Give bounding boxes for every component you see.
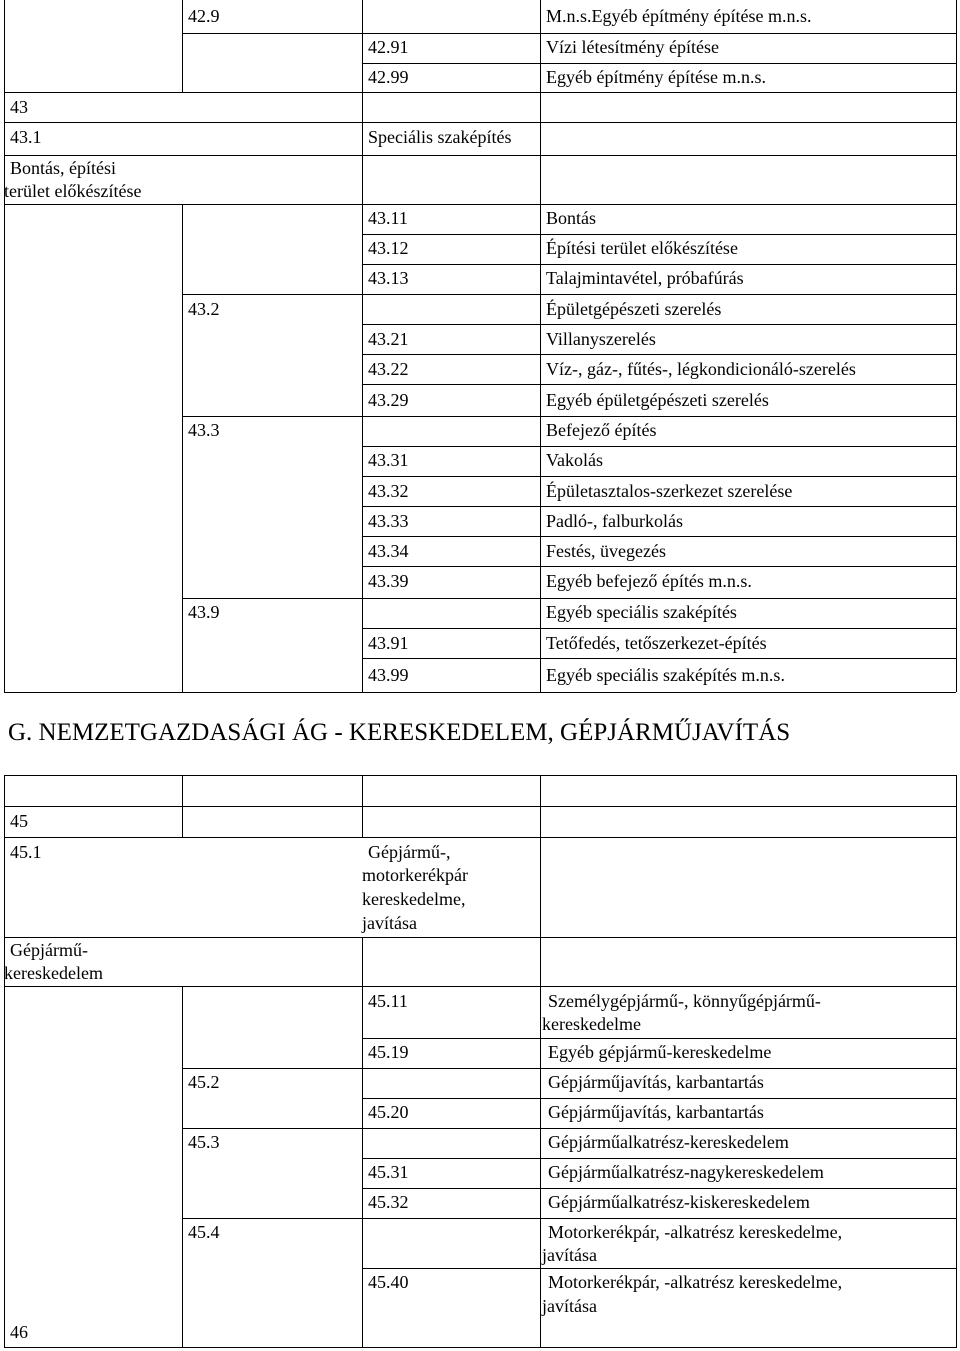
title-cell: Talajmintavétel, próbafúrás bbox=[546, 268, 744, 288]
title-cell: Villanyszerelés bbox=[546, 329, 656, 349]
title-cell: Vízi létesítmény építése bbox=[546, 37, 719, 57]
table-1-border-col2 bbox=[362, 0, 363, 692]
code-cell: 43.13 bbox=[368, 268, 409, 288]
title-cell: Speciális szaképítés bbox=[368, 127, 512, 147]
code-cell: 42.9 bbox=[188, 6, 220, 26]
code-cell: 43.91 bbox=[368, 633, 409, 653]
code-cell: 43.22 bbox=[368, 359, 409, 379]
code-cell: 43.11 bbox=[368, 208, 408, 228]
code-cell: 43.9 bbox=[188, 602, 220, 622]
title-cell: Gépjármű- bbox=[10, 940, 88, 960]
table-1-row-line bbox=[362, 476, 956, 477]
table-2-border-col2 bbox=[362, 937, 363, 1348]
code-cell: 43.2 bbox=[188, 299, 220, 319]
title-cell: Bontás bbox=[546, 208, 597, 228]
title-cell: terület előkészítése bbox=[4, 181, 142, 201]
table-1-row-line bbox=[182, 294, 956, 295]
table-2-row-line bbox=[4, 806, 956, 807]
title-cell: Egyéb gépjármű-kereskedelme bbox=[548, 1042, 772, 1062]
title-cell: Befejező építés bbox=[546, 420, 657, 440]
table-1-row-line bbox=[362, 234, 956, 235]
code-cell: 42.99 bbox=[368, 67, 409, 87]
title-cell: Egyéb speciális szaképítés m.n.s. bbox=[546, 665, 785, 685]
title-cell: Padló-, falburkolás bbox=[546, 511, 683, 531]
table-2-border-col3 bbox=[540, 775, 541, 1348]
title-cell: javítása bbox=[542, 1296, 597, 1316]
code-cell: 45.1 bbox=[10, 842, 42, 862]
title-cell: Bontás, építési bbox=[10, 158, 116, 178]
table-1-row-line bbox=[362, 384, 956, 385]
code-cell: 43.31 bbox=[368, 450, 409, 470]
table-2-row-line bbox=[4, 986, 956, 987]
table-1-bottom-line bbox=[4, 692, 956, 693]
title-cell: Épületasztalos-szerkezet szerelése bbox=[546, 481, 793, 501]
title-cell: Gépjármű-, bbox=[368, 842, 451, 862]
table-2-border-left bbox=[4, 775, 5, 1348]
table-1-row-line bbox=[4, 155, 956, 156]
table-2-row-line bbox=[4, 937, 956, 938]
title-cell: Személygépjármű-, könnyűgépjármű- bbox=[548, 991, 821, 1011]
code-cell: 45.32 bbox=[368, 1192, 409, 1212]
table-1-row-line bbox=[362, 628, 956, 629]
title-cell: javítása bbox=[362, 913, 417, 933]
code-cell: 45.4 bbox=[188, 1222, 220, 1242]
code-cell: 43.12 bbox=[368, 238, 409, 258]
code-cell: 43.39 bbox=[368, 571, 409, 591]
code-cell: 43.1 bbox=[10, 127, 42, 147]
table-1-row-line bbox=[182, 33, 956, 34]
table-2-row-line bbox=[362, 1158, 956, 1159]
code-cell: 45.31 bbox=[368, 1162, 409, 1182]
code-cell: 43.34 bbox=[368, 541, 409, 561]
table-2-row-line bbox=[362, 1038, 956, 1039]
title-cell: kereskedelme, bbox=[362, 889, 466, 909]
table-1-row-line bbox=[362, 354, 956, 355]
code-cell: 45.20 bbox=[368, 1102, 409, 1122]
title-cell: kereskedelem bbox=[4, 963, 103, 983]
title-cell: M.n.s.Egyéb építmény építése m.n.s. bbox=[546, 6, 812, 26]
title-cell: Vakolás bbox=[546, 450, 603, 470]
code-cell: 43.3 bbox=[188, 420, 220, 440]
table-1-row-line bbox=[362, 324, 956, 325]
table-2-border-col1 bbox=[182, 986, 183, 1348]
table-1-border-col1 bbox=[182, 0, 183, 92]
code-cell: 45.3 bbox=[188, 1132, 220, 1152]
table-2-row-line bbox=[182, 1068, 956, 1069]
title-cell: kereskedelme bbox=[542, 1014, 641, 1034]
code-cell: 46 bbox=[10, 1322, 28, 1342]
code-cell: 43 bbox=[10, 97, 28, 117]
code-cell: 43.32 bbox=[368, 481, 409, 501]
table-1-row-line bbox=[4, 92, 956, 93]
title-cell: Tetőfedés, tetőszerkezet-építés bbox=[546, 633, 767, 653]
title-cell: javítása bbox=[542, 1245, 597, 1265]
title-cell: Gépjárműjavítás, karbantartás bbox=[548, 1072, 764, 1092]
title-cell: Gépjárműalkatrész-kereskedelem bbox=[548, 1132, 789, 1152]
title-cell: Egyéb speciális szaképítés bbox=[546, 602, 737, 622]
table-1-row-line bbox=[4, 204, 956, 205]
code-cell: 43.99 bbox=[368, 665, 409, 685]
table-1-row-line bbox=[362, 63, 956, 64]
title-cell: Épületgépészeti szerelés bbox=[546, 299, 722, 319]
table-1-row-line bbox=[362, 264, 956, 265]
table-2-row-line bbox=[4, 837, 956, 838]
table-2-row-line bbox=[362, 1188, 956, 1189]
title-cell: motorkerékpár bbox=[362, 865, 468, 885]
title-cell: Gépjárműalkatrész-nagykereskedelem bbox=[548, 1162, 824, 1182]
code-cell: 42.91 bbox=[368, 37, 409, 57]
table-2-row-line bbox=[362, 1268, 956, 1269]
table-2-border-right bbox=[956, 775, 957, 1348]
table-1-border-col3 bbox=[540, 0, 541, 692]
table-1-row-line bbox=[4, 122, 956, 123]
table-2-top-line bbox=[4, 775, 956, 776]
title-cell: Festés, üvegezés bbox=[546, 541, 666, 561]
table-1-row-line bbox=[362, 566, 956, 567]
code-cell: 43.29 bbox=[368, 390, 409, 410]
code-cell: 45.40 bbox=[368, 1272, 409, 1292]
table-1-row-line bbox=[182, 416, 956, 417]
table-1-row-line bbox=[362, 506, 956, 507]
table-1-row-line bbox=[182, 598, 956, 599]
table-1-border-right bbox=[956, 0, 957, 692]
title-cell: Egyéb építmény építése m.n.s. bbox=[546, 67, 766, 87]
code-cell: 45.2 bbox=[188, 1072, 220, 1092]
title-cell: Egyéb befejező építés m.n.s. bbox=[546, 571, 752, 591]
title-cell: Motorkerékpár, -alkatrész kereskedelme, bbox=[548, 1272, 843, 1292]
code-cell: 45 bbox=[10, 811, 28, 831]
table-2-row-line bbox=[362, 1098, 956, 1099]
table-1-row-line bbox=[362, 536, 956, 537]
table-1-border-left bbox=[4, 0, 5, 692]
title-cell: Motorkerékpár, -alkatrész kereskedelme, bbox=[548, 1222, 843, 1242]
code-cell: 43.21 bbox=[368, 329, 409, 349]
table-2-row-line bbox=[182, 1128, 956, 1129]
code-cell: 43.33 bbox=[368, 511, 409, 531]
table-1-border-col1 bbox=[182, 204, 183, 692]
title-cell: Építési terület előkészítése bbox=[546, 238, 738, 258]
code-cell: 45.11 bbox=[368, 991, 408, 1011]
title-cell: Egyéb épületgépészeti szerelés bbox=[546, 390, 769, 410]
table-1-row-line bbox=[362, 446, 956, 447]
title-cell: Víz-, gáz-, fűtés-, légkondicionáló-szerelés bbox=[546, 359, 856, 379]
title-cell: Gépjárműjavítás, karbantartás bbox=[548, 1102, 764, 1122]
table-2-bottom-line bbox=[4, 1347, 956, 1348]
table-2-row-line bbox=[182, 1218, 956, 1219]
title-cell: Gépjárműalkatrész-kiskereskedelem bbox=[548, 1192, 810, 1212]
code-cell: 45.19 bbox=[368, 1042, 409, 1062]
table-1-row-line bbox=[362, 658, 956, 659]
section-heading: G. NEMZETGAZDASÁGI ÁG - KERESKEDELEM, GÉPJÁRMŰJAVÍTÁS bbox=[8, 719, 791, 746]
